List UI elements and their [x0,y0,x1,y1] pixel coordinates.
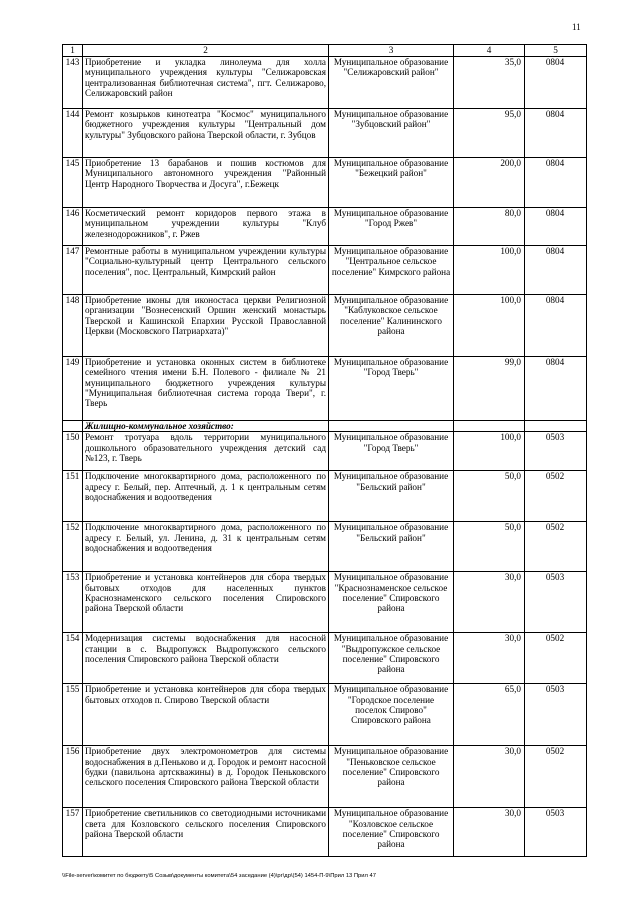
row-description: Модернизация системы водоснабжения для насосной станции в с. Выдропужск Выдропужского сельского поселения Спировского района Тверской области [83,633,329,684]
row-code: 0804 [525,295,587,357]
row-description: Ремонтные работы в муниципальном учреждении культуры "Социально-культурный центр Центрального сельского поселения", пос. Центральный, Кимрский район [83,246,329,295]
row-municipality: Муниципальное образование "Зубцовский район" [329,109,454,158]
row-amount: 30,0 [454,808,525,857]
col-header-code: 5 [525,45,587,57]
table-row [63,295,587,357]
table-row [63,746,587,808]
row-municipality: Муниципальное образование "Пеньковское сельское поселение" Спировского района [329,746,454,808]
row-number: 149 [63,357,83,421]
row-amount: 50,0 [454,522,525,572]
row-amount: 200,0 [454,158,525,208]
file-path-footer: \\File-server\комитет по бюджету\5 Созыв\документы комитета\54 заседание (4)\рг\др\(54) 1454-П-9\Прил 13 Прил 47 [62,873,376,879]
row-number: 144 [63,109,83,158]
row-municipality: Муниципальное образование "Центральное сельское поселение" Кимрского района [329,246,454,295]
row-code: 0502 [525,522,587,572]
row-description: Подключение многоквартирного дома, расположенного по адресу г. Белый, ул. Ленина, д. 31 к центральным сетям водоснабжения и водоотведения [83,522,329,572]
row-number: 156 [63,746,83,808]
table-row [63,357,587,421]
row-amount: 35,0 [454,57,525,109]
row-number: 146 [63,208,83,246]
row-code: 0503 [525,432,587,471]
header-row [63,45,587,57]
row-municipality: Муниципальное образование "Бельский район" [329,522,454,572]
row-number: 152 [63,522,83,572]
row-description: Приобретение и установка контейнеров для сбора твердых бытовых отходов п. Спирово Тверской области [83,684,329,746]
col-header-description: 2 [83,45,329,57]
row-code: 0503 [525,572,587,633]
row-code: 0804 [525,158,587,208]
col-header-municipality: 3 [329,45,454,57]
row-code: 0804 [525,357,587,421]
row-amount: 50,0 [454,471,525,522]
table-row [63,109,587,158]
section-heading: Жилищно-коммунальное хозяйство: [83,421,329,432]
row-code: 0503 [525,808,587,857]
row-amount: 30,0 [454,572,525,633]
row-number: 150 [63,432,83,471]
col-header-number: 1 [63,45,83,57]
row-amount: 100,0 [454,432,525,471]
row-code: 0804 [525,208,587,246]
row-amount: 30,0 [454,633,525,684]
row-amount: 99,0 [454,357,525,421]
row-number: 148 [63,295,83,357]
page-number: 11 [572,22,581,32]
row-municipality: Муниципальное образование "Бельский район" [329,471,454,522]
row-description: Косметический ремонт коридоров первого этажа в муниципальном учреждении культуры "Клуб железнодорожников", г. Ржев [83,208,329,246]
budget-table [62,44,587,857]
row-municipality: Муниципальное образование "Город Ржев" [329,208,454,246]
row-municipality: Муниципальное образование "Выдропужское сельское поселение" Спировского района [329,633,454,684]
row-description: Приобретение и установка контейнеров для сбора твердых бытовых отходов для населенных пунктов Краснознаменского сельского поселения Спировского района Тверской области [83,572,329,633]
col-header-amount: 4 [454,45,525,57]
row-description: Приобретение двух электромонометров для системы водоснабжения в д.Пеньково и д. Городок и ремонт насосной будки (павильона артскважины) в д. Городок Пеньковского сельского поселения Спировского района Тверской области [83,746,329,808]
row-description: Приобретение и укладка линолеума для холла муниципального учреждения культуры "Селижаровская централизованная библиотечная система", пгт. Селижарово, Селижаровский район [83,57,329,109]
row-number: 147 [63,246,83,295]
row-number: 145 [63,158,83,208]
row-description: Приобретение 13 барабанов и пошив костюмов для Муниципального автономного учреждения "Районный Центр Народного Творчества и Досуга", г.Бежецк [83,158,329,208]
row-amount: 100,0 [454,246,525,295]
row-amount: 95,0 [454,109,525,158]
table-row [63,572,587,633]
row-code: 0502 [525,746,587,808]
table-row [63,522,587,572]
row-municipality: Муниципальное образование "Городское поселение поселок Спирово" Спировского района [329,684,454,746]
table-row [63,158,587,208]
row-code: 0502 [525,633,587,684]
row-code: 0804 [525,109,587,158]
row-amount: 100,0 [454,295,525,357]
row-description: Приобретение и установка оконных систем в библиотеке семейного чтения имени Б.Н. Полевого - филиале № 21 муниципального бюджетного учреждения культуры "Муниципальная библиотечная система города Твери", г. Тверь [83,357,329,421]
row-code: 0804 [525,246,587,295]
row-municipality: Муниципальное образование "Каблуковское сельское поселение" Калининского района [329,295,454,357]
section-row [63,421,587,432]
row-code: 0804 [525,57,587,109]
row-description: Подключение многоквартирного дома, расположенного по адресу г. Белый, пер. Аптечный, д. 1 к центральным сетям водоснабжения и водоотведения [83,471,329,522]
table-row [63,208,587,246]
row-description: Приобретение светильников со светодиодными источниками света для Козловского сельского поселения Спировского района Тверской области [83,808,329,857]
row-number: 143 [63,57,83,109]
row-number: 154 [63,633,83,684]
table-row [63,808,587,857]
row-amount: 65,0 [454,684,525,746]
row-code: 0502 [525,471,587,522]
row-number: 157 [63,808,83,857]
row-number: 153 [63,572,83,633]
row-municipality: Муниципальное образование "Козловское сельское поселение" Спировского района [329,808,454,857]
row-municipality: Муниципальное образование "Город Тверь" [329,432,454,471]
row-municipality: Муниципальное образование "Бежецкий район" [329,158,454,208]
table-row [63,57,587,109]
table-row [63,432,587,471]
row-number: 151 [63,471,83,522]
row-municipality: Муниципальное образование "Селижаровский район" [329,57,454,109]
row-amount: 80,0 [454,208,525,246]
table-row [63,471,587,522]
row-municipality: Муниципальное образование "Город Тверь" [329,357,454,421]
table-row [63,684,587,746]
row-description: Приобретение иконы для иконостаса церкви Религиозной организации "Вознесенский Оршин женский монастырь Тверской и Кашинской Епархии Русской Православной Церкви (Московского Патриархата)" [83,295,329,357]
row-description: Ремонт тротуара вдоль территории муниципального дошкольного образовательного учреждения детский сад №123, г. Тверь [83,432,329,471]
row-amount: 30,0 [454,746,525,808]
table-row [63,633,587,684]
row-code: 0503 [525,684,587,746]
table-row [63,246,587,295]
row-description: Ремонт козырьков кинотеатра "Космос" муниципального бюджетного учреждения культуры "Центральный дом культуры" Зубцовского района Тверской области, г. Зубцов [83,109,329,158]
row-municipality: Муниципальное образование "Краснознаменское сельское поселение" Спировского района [329,572,454,633]
row-number: 155 [63,684,83,746]
